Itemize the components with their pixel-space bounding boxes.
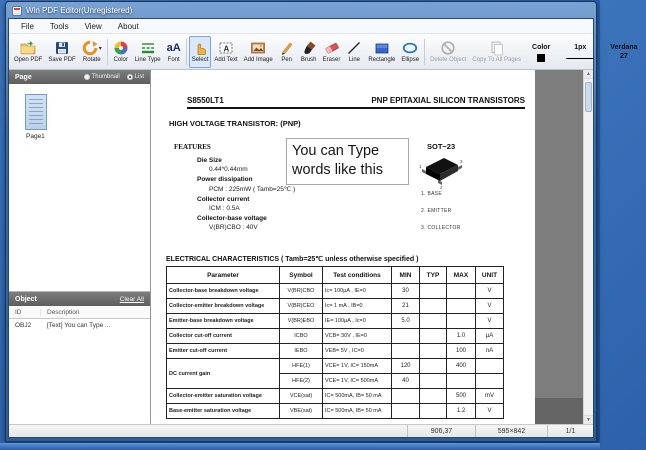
part-number: S8550LT1 [187,96,224,105]
table-row: Collector cut-off current ICBO VCB= 30V , IE=0 1.0 µA [167,329,504,344]
datasheet-header [187,96,525,109]
object-list-item[interactable] [9,319,150,332]
save-pdf-label: Save PDF [48,57,76,63]
current-font-size: 27 [620,53,628,60]
table-row: Collector-emitter breakdown voltage V(BR)CEO Ic= 1 mA , IB=0 21 V [167,299,504,314]
brush-button[interactable] [298,36,320,68]
line-width-control[interactable] [566,44,594,59]
object-id: OBJ2 [15,322,32,329]
current-color-control[interactable] [532,44,550,62]
floppy-disk-icon [54,40,70,56]
feature-item: Power dissipation PCM : 225mW ( Tamb=25℃ ) [197,176,296,193]
open-folder-icon [20,40,36,56]
rectangle-button[interactable] [365,36,398,68]
scroll-up-arrow[interactable]: ▲ [584,70,593,79]
svg-text:1: 1 [419,164,422,169]
line-width-sample [566,58,594,59]
table-row: Emitter cut-off current IEBO VEB= 5V , IC=0 100 nA [167,344,504,359]
thumbnail-radio[interactable]: Thumbnail [84,74,120,80]
page-size: 595×842 [475,425,547,437]
delete-object-button[interactable] [427,36,469,68]
color-button[interactable] [110,36,132,68]
line-type-button[interactable] [132,36,164,68]
rotate-dropdown-arrow[interactable]: ▾ [98,45,102,52]
font-icon: aA [166,42,181,54]
current-font-control[interactable] [610,44,637,60]
status-bar [9,424,593,437]
package-pinout [421,191,461,242]
object-description-column-header: Description [47,308,80,316]
current-font-name: Verdana [610,44,638,51]
line-width-label: 1px [574,44,587,51]
sot23-package-drawing [419,154,465,190]
object-list-header [9,306,150,319]
line-button[interactable] [343,36,365,68]
table-row: Base-emitter saturation voltage VBE(sat) IC= 500mA, IB= 50 mA 1.2 V [167,404,504,419]
list-radio-circle[interactable] [127,74,133,80]
select-label: Select [191,57,209,63]
datasheet-subtitle: HIGH VOLTAGE TRANSISTOR: (PNP) [169,119,301,128]
line-type-icon [140,40,156,56]
current-color-swatch[interactable] [537,54,545,62]
rotate-label: Rotate [82,57,101,63]
page-background-shadow [535,398,583,424]
taskbar[interactable] [0,443,600,450]
object-list [9,306,150,424]
vertical-scrollbar[interactable] [583,70,593,424]
package-pin-label: 2. EMITTER [421,208,452,214]
add-text-icon [218,40,234,56]
thumbnail-radio-circle[interactable] [84,74,90,80]
package-pin-label: 3. COLLECTOR [421,225,461,231]
svg-text:3: 3 [460,159,463,164]
table-row: DC current gain HFE(1) VCE= 1V, IC= 150mA 120 400 [167,359,504,374]
font-button[interactable] [164,36,184,68]
typed-text-line2: words like this [292,162,384,178]
eraser-icon [324,40,340,56]
app-icon [12,6,22,16]
line-label: Line [348,57,361,63]
rotate-icon [82,40,98,56]
menu-item[interactable]: File [21,21,34,31]
add-text-label: Add Text [214,57,238,63]
titlebar[interactable] [8,2,594,18]
features-title: FEATURES [174,143,211,151]
page-background [535,70,583,424]
menu-bar [9,19,593,34]
scrollbar-thumb[interactable] [585,82,592,112]
features-list [197,154,295,231]
feature-item: Collector-base voltage V(BR)CBO : 40V [197,215,267,231]
etable-header-row: Parameter Symbol Test conditions MIN TYP MAX UNIT [167,267,504,284]
toolbar [9,34,638,70]
page-thumbnail[interactable] [25,94,47,130]
electrical-characteristics-table [166,266,504,419]
save-pdf-button[interactable] [45,36,78,68]
object-panel-title: Object [15,295,37,303]
page-panel-title: Page [15,73,32,81]
brush-icon [301,40,317,56]
ellipse-icon [402,40,418,56]
delete-object-label: Delete Object [430,57,467,63]
object-id-column-header: ID [9,309,41,316]
svg-text:2: 2 [440,185,443,190]
copy-to-all-pages-button[interactable] [469,36,524,68]
rotate-button[interactable] [79,36,105,68]
line-icon [346,40,362,56]
rectangle-label: Rectangle [368,57,396,63]
clear-all-link[interactable]: Clear All [119,295,144,303]
table-row: Collector-emitter saturation voltage VCE(sat) IC= 500mA, IB= 50 mA 500 mV [167,389,504,404]
color-palette-icon [113,40,129,56]
page-panel-header [9,70,150,84]
current-color-label: Color [532,44,551,51]
typed-text-line1: You can Type [292,143,380,159]
font-label: Font [167,57,180,63]
copy-pages-icon [489,40,505,56]
toolbar-separator [424,39,425,65]
menu-item[interactable]: About [117,21,139,31]
electrical-characteristics-title: ELECTRICAL CHARACTERISTICS ( Tamb=25℃ unless otherwise specified ) [166,256,419,263]
list-radio[interactable]: List [127,74,144,80]
feature-item: Die Size 0.44*0.44mm [197,157,248,173]
page-number: 1/1 [547,425,593,437]
ellipse-button[interactable] [398,36,422,68]
line-type-label: Line Type [134,57,161,63]
pdf-page[interactable] [151,70,535,424]
document-area [151,70,593,424]
package-name: SOT−23 [427,142,456,151]
add-image-label: Add Image [243,57,273,63]
table-row: Collector-base breakdown voltage V(BR)CBO Ic= 100µA , IE=0 30 V [167,284,504,299]
left-sidebar [9,70,151,424]
ellipse-label: Ellipse [401,57,420,63]
pen-button[interactable] [276,36,298,68]
open-pdf-label: Open PDF [14,57,43,63]
copy-to-all-pages-label: Copy To All Pages [472,57,522,63]
page-thumbnail-area [9,84,150,292]
menu-item[interactable]: View [84,21,102,31]
brush-label: Brush [300,57,317,63]
color-button-label: Color [113,57,128,63]
table-row: HFE(2) VCE= 1V, IC= 500mA 40 [167,374,504,389]
menu-item[interactable]: Tools [49,21,69,31]
datasheet-title: PNP EPITAXIAL SILICON TRANSISTORS [371,96,525,105]
eraser-label: Eraser [322,57,341,63]
hand-select-icon [192,40,208,56]
eraser-button[interactable] [320,36,344,68]
svg-text:A: A [223,44,230,54]
pen-label: Pen [281,57,293,63]
add-image-button[interactable] [241,36,276,68]
cursor-position: 906,37 [407,425,475,437]
app-window [5,1,638,442]
window-title: Win PDF Editor(Unregistered) [26,6,133,15]
add-text-button[interactable] [211,36,240,68]
add-image-icon [250,40,266,56]
object-panel-header [9,292,150,306]
toolbar-separator [107,39,108,65]
delete-object-icon [440,40,456,56]
scroll-down-arrow[interactable]: ▼ [584,415,593,424]
toolbar-separator [186,39,187,65]
open-pdf-button[interactable] [11,36,45,68]
object-description: [Text] You can Type ... [47,322,111,329]
typed-text-object[interactable] [286,138,409,185]
table-row: Emitter-base breakdown voltage V(BR)EBO IE= 100µA , Ic=0 5.0 V [167,314,504,329]
feature-item: Collector current ICM : 0.5A [197,196,250,212]
pen-icon [279,40,295,56]
rectangle-icon [374,40,390,56]
select-button[interactable] [189,36,212,68]
package-pin-label: 1. BASE [421,191,442,197]
page-thumbnail-label: Page1 [26,133,45,140]
